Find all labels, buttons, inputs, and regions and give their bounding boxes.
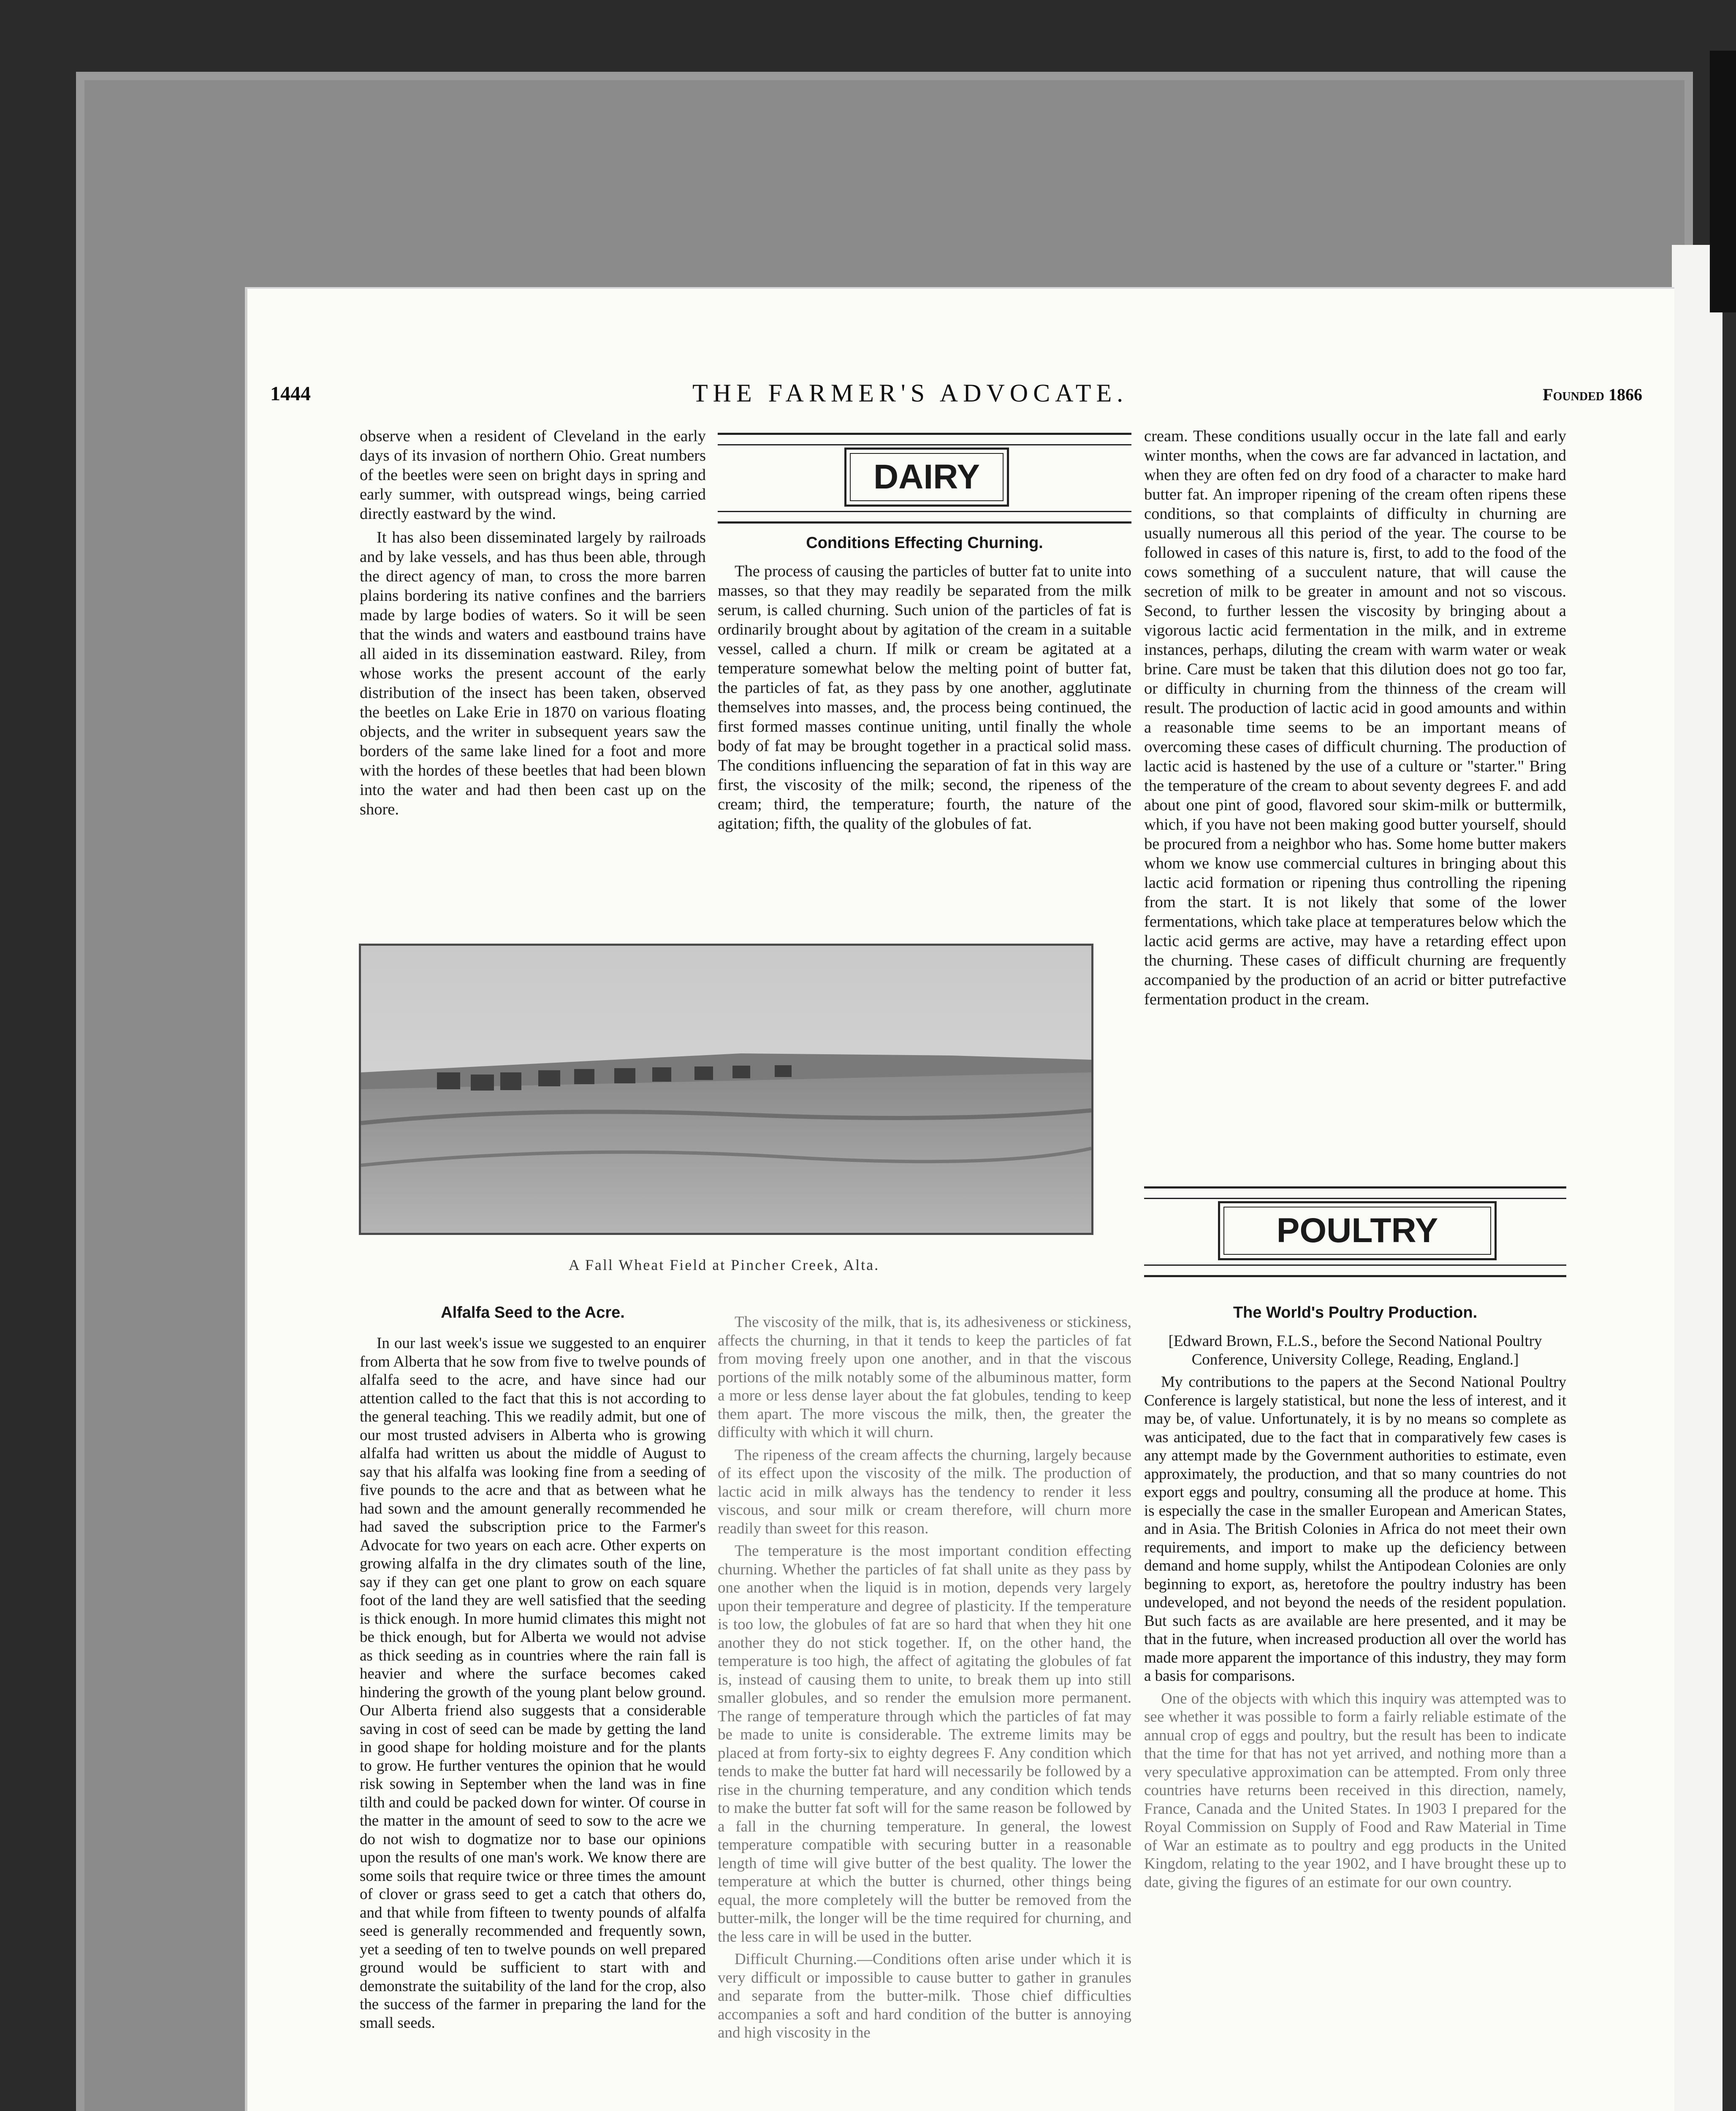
poultry-title: The World's Poultry Production.	[1233, 1304, 1478, 1321]
photo-caption: A Fall Wheat Field at Pincher Creek, Alta.	[568, 1256, 880, 1273]
dairy-section-banner	[718, 433, 1131, 524]
paragraph: One of the objects with which this inquiry was attempted was to see whether it was possible to form a fairly reliable estimate of the annual crop of eggs and poultry, but the result has been to indicate that the time for that has not yet arrived, and nothing more than a very speculative approximation can be attempted. From only three countries have returns been received in this direction, namely, France, Canada and the United States. In 1903 I prepared for the Royal Commission on Supply of Food and Raw Material in Time of War an estimate as to poultry and egg products in the United Kingdom, relating to the year 1902, and I have brought these up to date, giving the figures of an estimate for our own country.	[1144, 1690, 1566, 1891]
paragraph: My contributions to the papers at the Second National Poultry Conference is largely statistical, but none the less of interest, and it may be, of value. Unfortunately, it is by no means so complete as was anticipated, due to the fact that in comparatively few cases is any attempt made by the Government authorities to estimate, even approximately, the production, and that so many countries do not export eggs and poultry, consuming all the produce at home. This is especially the case in the smaller European and American States, and in Asia. The British Colonies in Africa do not meet their own requirements, and import to make up the deficiency between demand and home supply, whilst the Antipodean Colonies are only beginning to export, as, heretofore the poultry industry has been undeveloped, and not beyond the needs of the resident population. But such facts as are available are here presented, and it may be that in the future, when increased production all over the world has made more apparent the importance of this industry, they may form a basis for comparisons.	[1144, 1373, 1566, 1685]
film-dark-edge	[1710, 51, 1736, 312]
paragraph: Difficult Churning.—Conditions often arise under which it is very difficult or impossible to cause butter to gather in granules and separate from the butter-milk. Those chief difficulties accompanies a soft and hard condition of the butter is annoying and high viscosity in the	[718, 1951, 1131, 2041]
dairy-label-box	[844, 448, 1009, 507]
wheat-field-photo	[359, 944, 1093, 1235]
poultry-column	[1144, 1332, 1566, 1896]
dairy-column	[718, 562, 1131, 838]
page-header	[270, 379, 1642, 412]
alfalfa-title: Alfalfa Seed to the Acre.	[441, 1304, 625, 1321]
dairy-label: DAIRY	[873, 458, 980, 496]
paragraph: observe when a resident of Cleveland in the early days of its invasion of northern Ohio. Great numbers of the beetles were seen on bright days in spring and early summer, with outspread wings, being carried directly eastward by the wind.	[360, 427, 706, 523]
paragraph: It has also been disseminated largely by railroads and by lake vessels, and has thus been able, through the direct agency of man, to cross the more barren plains bordering its native confines and the barriers made by large bodies of waters. So it will be seen that the winds and waters and eastbound trains have all aided in its dissemination eastward. Riley, from whose works the present account of the early distribution of the insect has been taken, observed the beetles on Lake Erie in 1870 on various floating objects, and the writer in subsequent years saw the borders of the same lake lined for a foot and more with the hordes of these beetles that had been blown into the water and had then been cast up on the shore.	[360, 529, 706, 818]
paragraph: cream. These conditions usually occur in the late fall and early winter months, when the cows are far advanced in lactation, and when they are often fed on dry food of a character to make hard butter fat. An improper ripening of the cream often ripens these conditions, so that complaints of difficulty in churning are usually numerous all this period of the year. The course to be followed in cases of this nature is, first, to add to the food of the cows something of a succulent nature, that will cause the secretion of milk to be greater in amount and not so viscous. Second, to further lessen the viscosity by bringing about a vigorous lactic acid fermentation in the milk, and in extreme instances, perhaps, diluting the cream with warm water or weak brine. Care must be taken that this dilution does not go too far, or difficulty in churning from the thinness of the cream will result. The production of lactic acid in good amounts and within a reasonable time seems to be an important means of overcoming these cases of difficult churning. The production of lactic acid is hastened by the use of a culture or "starter." Bring the temperature of the cream to about seventy degrees F. and add about one pint of good, flavored sour skim-milk or buttermilk, which, if you have not been making good butter yourself, should be procured from a neighbor who has. Some home butter makers whom we know use commercial cultures in bringing about this lactic acid formation or ripening thus controlling the ripening from the start. It is not likely that some of the lower fermentations, which take place at temperatures below which the lactic acid germs are active, may have a retarding effect upon the churning. These cases of difficult churning are frequently accompanied by the production of an acrid or bitter putrefactive fermentation product in the cream.	[1144, 427, 1566, 1008]
byline: [Edward Brown, F.L.S., before the Second National Poultry Conference, University College, Reading, England.]	[1168, 1332, 1542, 1368]
right-column-top	[1144, 426, 1566, 1013]
adjacent-page-strip	[1672, 245, 1722, 2111]
poultry-label: POULTRY	[1276, 1211, 1438, 1250]
masthead: THE FARMER'S ADVOCATE.	[692, 379, 1128, 407]
poultry-section-banner	[1144, 1186, 1566, 1277]
page-number: 1444	[270, 383, 311, 405]
paragraph: The process of causing the particles of butter fat to unite into masses, so that they may readily be separated from the milk serum, is called churning. Such union of the particles of fat is ordinarily brought about by agitation of the cream in a suitable vessel, called a churn. If milk or cream be agitated at a temperature somewhat below the melting point of butter fat, the particles of fat, as they pass by one another, agglutinate themselves into masses, and, the process being continued, the first formed masses continue uniting, until finally the whole body of fat may be brought together in a practical solid mass. The conditions influencing the separation of fat in this way are first, the viscosity of the milk; second, the ripeness of the cream; third, the temperature; fourth, the nature of the agitation; fifth, the quality of the globules of fat.	[718, 562, 1131, 833]
paragraph: In our last week's issue we suggested to an enquirer from Alberta that he sow from five to twelve pounds of alfalfa seed to the acre, and have since had our attention called to the fact that this is not according to the general teaching. This we readily admit, but one of our most trusted advisers in Alberta who is growing alfalfa had written us about the middle of August to say that his alfalfa was looking fine from a seeding of five pounds to the acre and that as between what he had sown and the amount generally recommended he had saved the subscription price to the Farmer's Advocate for two years on each acre. Other experts on growing alfalfa in the dry climates south of the line, say if they can get one plant to grow on each square foot of the land they are well satisfied that the seeding is thick enough. In more humid climates this might not be thick enough, but for Alberta we would not advise as thick seeding as in countries where the rain fall is heavier and where the surface becomes caked hindering the growth of the young plant below ground. Our Alberta friend also suggests that a considerable saving in cost of seed can be made by getting the land in good shape for holding moisture and for the plants to grow. He further ventures the opinion that he would risk sowing in September when the land was in fine tilth and could be packed down for winter. Of course in the matter in the amount of seed to sow to the acre we do not wish to dogmatize nor to base our opinions upon the results of one man's work. We know there are some soils that require twice or three times the amount of clover or grass seed to get a catch that others do, and that while from fifteen to twenty pounds of alfalfa seed is generally recommended and frequently sown, yet a seeding of ten to twelve pounds on well prepared ground would be sufficient to start with and demonstrate the suitability of the land for the crop, also the success of the farmer in preparing the land for the small seeds.	[360, 1335, 706, 2032]
left-column-top	[360, 426, 706, 823]
alfalfa-column	[360, 1334, 706, 2036]
paragraph: The viscosity of the milk, that is, its adhesiveness or stickiness, affects the churning, in that it tends to keep the particles of fat from moving freely upon one another, and in that the viscous portions of the milk notably some of the albuminous matter, form a more or less dense layer about the fat globules, tending to keep them apart. The more viscous the milk, then, the greater the difficulty with which it will churn.	[718, 1313, 1131, 1441]
founded-label: Founded 1866	[1543, 385, 1642, 404]
paragraph: The temperature is the most important condition effecting churning. Whether the particles of fat shall unite as they pass by one another when the liquid is in motion, depends very largely upon their temperature and degree of plasticity. If the temperature is too low, the globules of fat are so hard that when they hit one another they do not stick together. If, on the other hand, the temperature is too high, the affect of agitating the globules of fat is, instead of causing them to unite, to break them up into still smaller globules, and so render the emulsion more permanent. The range of temperature through which the particles of fat may be made to unite is considerable. The extreme limits may be placed at from forty-six to eighty degrees F. Any condition which tends to make the butter fat hard will necessarily be followed by a rise in the churning temperature, and any condition which tends to make the butter fat soft will for the same reason be followed by a fall in the churning temperature. In general, the lowest temperature compatible with securing butter in a reasonable length of time will give butter of the best quality. The lower the temperature at which the butter is churned, other things being equal, the more completely will the butter be removed from the butter-milk, the longer will be the time required for churning, and the less care in will be used in the butter.	[718, 1542, 1131, 1945]
dairy-title: Conditions Effecting Churning.	[806, 534, 1043, 552]
middle-column-lower	[718, 1313, 1131, 2046]
poultry-label-box	[1218, 1201, 1497, 1260]
paragraph: The ripeness of the cream affects the churning, largely because of its effect upon the viscosity of the milk. The production of lactic acid in milk always has the tendency to render it less viscous, and sour milk or cream therefore, will churn more readily than sweet for this reason.	[718, 1446, 1131, 1537]
